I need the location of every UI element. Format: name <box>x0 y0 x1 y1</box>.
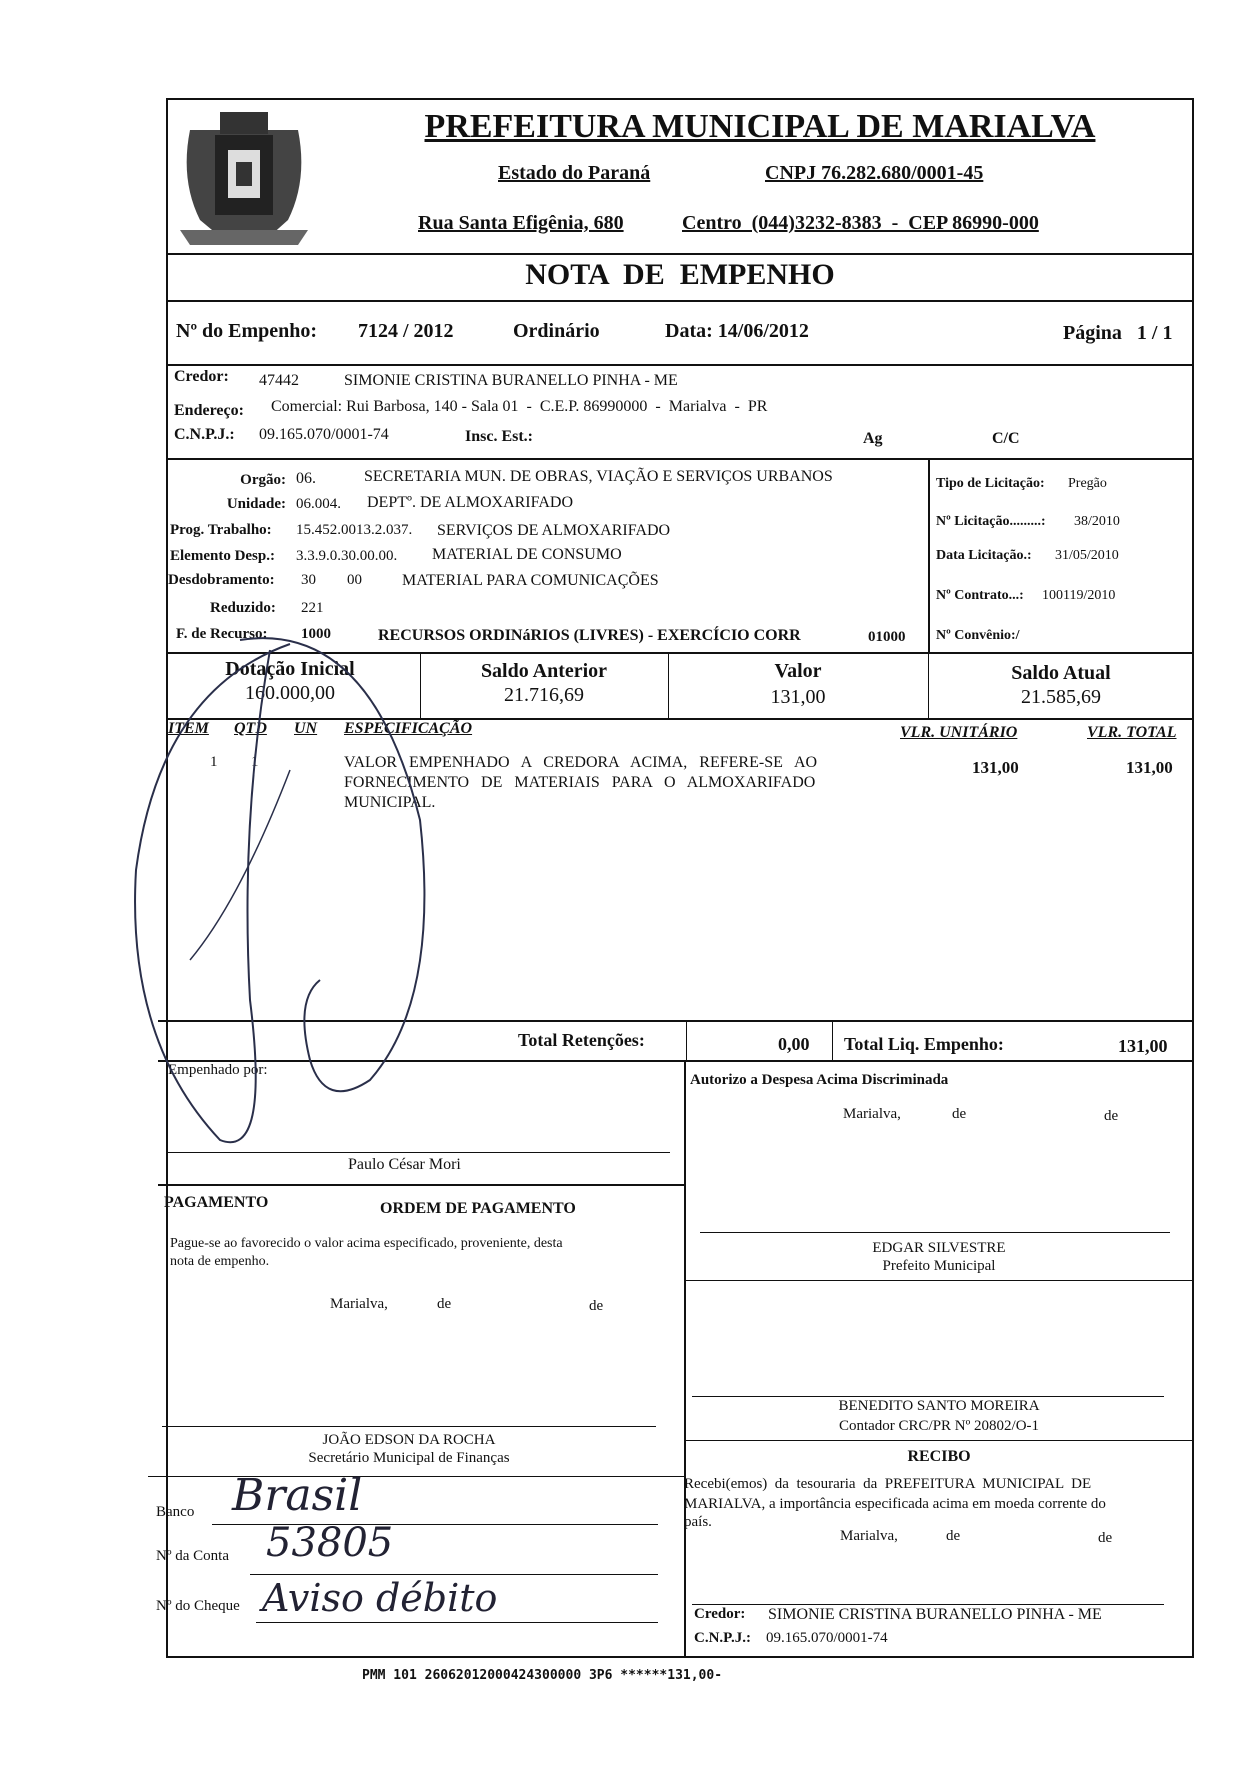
recibo-text-line3: país. <box>684 1514 712 1530</box>
saldo-atual-value: 21.585,69 <box>1021 686 1101 708</box>
licitacao-data-label: Data Licitação.: <box>936 548 1032 563</box>
recibo-cnpj-label: C.N.P.J.: <box>694 1630 751 1646</box>
autorizo-name: EDGAR SILVESTRE <box>872 1240 1006 1256</box>
credor-ag-label: Ag <box>863 430 883 447</box>
autorizo-role: Prefeito Municipal <box>882 1258 996 1274</box>
header-address: Rua Santa Efigênia, 680 <box>418 212 624 234</box>
autorizo-de2: de <box>1104 1108 1119 1124</box>
total-liq-value: 131,00 <box>1118 1036 1168 1056</box>
credor-insc-label: Insc. Est.: <box>465 428 534 445</box>
desdob-code2: 00 <box>347 572 362 588</box>
orgao-name: SECRETARIA MUN. DE OBRAS, VIAÇÃO E SERVIÇOS URBANOS <box>364 468 833 485</box>
credor-cnpj-label: C.N.P.J.: <box>174 426 235 443</box>
autorizo-de1: de <box>952 1106 967 1122</box>
orgao-label: Orgão: <box>240 472 286 488</box>
recibo-de2: de <box>1098 1530 1113 1546</box>
header-title: PREFEITURA MUNICIPAL DE MARIALVA <box>424 108 1096 145</box>
coat-of-arms-icon <box>170 100 318 250</box>
header-district-phone-cep: Centro (044)3232-8383 - CEP 86990-000 <box>682 212 1039 234</box>
empenho-type: Ordinário <box>513 320 600 342</box>
total-liq-label: Total Liq. Empenho: <box>844 1034 1004 1054</box>
credor-cnpj: 09.165.070/0001-74 <box>259 426 389 443</box>
licitacao-tipo: Pregão <box>1068 476 1107 491</box>
licitacao-num-label: Nº Licitação.........: <box>936 514 1046 529</box>
pagamento-city: Marialva, <box>330 1296 388 1312</box>
item-spec-line2: FORNECIMENTO DE MATERIAIS PARA O ALMOXARIFADO <box>344 774 816 791</box>
pagamento-text-line1: Pague-se ao favorecido o valor acima especificado, proveniente, desta <box>170 1236 563 1251</box>
recibo-title: RECIBO <box>907 1448 971 1465</box>
autorizo-label: Autorizo a Despesa Acima Discriminada <box>690 1072 949 1088</box>
prog-code: 15.452.0013.2.037. <box>296 522 413 538</box>
item-qtd: 1 <box>251 754 259 770</box>
empenho-page: Página 1 / 1 <box>1063 322 1173 344</box>
item-total-value: 131,00 <box>1126 758 1173 777</box>
col-un: UN <box>294 720 318 737</box>
contador-role: Contador CRC/PR Nº 20802/O-1 <box>838 1418 1040 1434</box>
barcode-line: PMM 101 26062012000424300000 3P6 ******131,00- <box>362 1668 723 1683</box>
credor-label: Credor: <box>174 368 229 385</box>
cheque-label: Nº do Cheque <box>156 1598 240 1614</box>
fonte-code2: 01000 <box>868 629 906 645</box>
desdob-label: Desdobramento: <box>168 572 275 588</box>
col-unit: VLR. UNITÁRIO <box>900 724 1018 741</box>
dotacao-label: Dotação Inicial <box>225 658 355 680</box>
recibo-text-line2: MARIALVA, a importância especificada acima em moeda corrente do <box>684 1496 1106 1512</box>
licitacao-num: 38/2010 <box>1074 514 1120 529</box>
empenho-date: Data: 14/06/2012 <box>665 320 809 342</box>
prog-name: SERVIÇOS DE ALMOXARIFADO <box>437 522 671 539</box>
recibo-city: Marialva, <box>840 1528 898 1544</box>
reduzido-label: Reduzido: <box>210 600 276 616</box>
reduzido-value: 221 <box>301 600 324 616</box>
empenho-number: 7124 / 2012 <box>358 320 454 342</box>
header-cnpj: CNPJ 76.282.680/0001-45 <box>765 162 984 184</box>
saldo-atual-label: Saldo Atual <box>1011 662 1111 684</box>
pagamento-text-line2: nota de empenho. <box>170 1254 270 1269</box>
total-retencoes-value: 0,00 <box>778 1034 810 1054</box>
header-state: Estado do Paraná <box>498 162 651 184</box>
saldo-anterior-value: 21.716,69 <box>504 684 584 706</box>
banco-handwriting: Brasil <box>232 1470 363 1521</box>
valor-label: Valor <box>774 660 822 682</box>
licitacao-tipo-label: Tipo de Licitação: <box>936 476 1045 491</box>
pagamento-de1: de <box>437 1296 452 1312</box>
elemento-label: Elemento Desp.: <box>170 548 275 564</box>
item-unit-value: 131,00 <box>972 758 1019 777</box>
conta-handwriting: 53805 <box>266 1520 394 1566</box>
credor-cc-label: C/C <box>992 430 1020 447</box>
conta-label: Nº da Conta <box>156 1548 229 1564</box>
unidade-name: DEPTº. DE ALMOXARIFADO <box>367 494 573 511</box>
credor-address-label: Endereço: <box>174 402 244 419</box>
credor-code: 47442 <box>259 372 299 389</box>
desdob-name: MATERIAL PARA COMUNICAÇÕES <box>402 572 659 589</box>
saldo-anterior-label: Saldo Anterior <box>480 660 608 682</box>
fonte-label: F. de Recurso: <box>176 626 268 642</box>
recibo-cnpj: 09.165.070/0001-74 <box>766 1630 888 1646</box>
licitacao-contrato: 100119/2010 <box>1042 588 1116 603</box>
item-spec-line3: MUNICIPAL. <box>344 794 436 811</box>
doc-title: NOTA DE EMPENHO <box>525 258 835 291</box>
pagamento-role: Secretário Municipal de Finanças <box>308 1450 510 1466</box>
cheque-handwriting: Aviso débito <box>262 1576 498 1620</box>
prog-label: Prog. Trabalho: <box>170 522 272 538</box>
unidade-code: 06.004. <box>296 496 341 512</box>
col-total: VLR. TOTAL <box>1087 724 1177 741</box>
licitacao-convenio-label: Nº Convênio:/ <box>936 628 1020 643</box>
total-retencoes-label: Total Retenções: <box>518 1030 645 1050</box>
empenho-label: Nº do Empenho: <box>176 320 318 342</box>
item-spec-line1: VALOR EMPENHADO A CREDORA ACIMA, REFERE-SE AO <box>344 754 818 771</box>
elemento-code: 3.3.9.0.30.00.00. <box>296 548 398 564</box>
credor-name: SIMONIE CRISTINA BURANELLO PINHA - ME <box>344 372 678 389</box>
autorizo-city: Marialva, <box>843 1106 901 1122</box>
pagamento-label: PAGAMENTO <box>164 1194 269 1211</box>
contador-name: BENEDITO SANTO MOREIRA <box>838 1398 1040 1414</box>
empenhado-name: Paulo César Mori <box>348 1156 461 1173</box>
licitacao-contrato-label: Nº Contrato...: <box>936 588 1024 603</box>
licitacao-data: 31/05/2010 <box>1055 548 1119 563</box>
recibo-credor-label: Credor: <box>694 1606 746 1622</box>
orgao-code: 06. <box>296 470 316 487</box>
valor-value: 131,00 <box>770 686 826 708</box>
empenhado-label: Empenhado por: <box>168 1062 268 1078</box>
recibo-text-line1: Recebi(emos) da tesouraria da PREFEITURA MUNICIPAL DE <box>684 1476 1092 1492</box>
col-item: ITEM <box>168 720 209 737</box>
unidade-label: Unidade: <box>226 496 286 512</box>
pagamento-name: JOÃO EDSON DA ROCHA <box>322 1432 496 1448</box>
col-qtd: QTD <box>234 720 267 737</box>
fonte-name: RECURSOS ORDINáRIOS (LIVRES) - EXERCÍCIO CORR <box>378 627 801 644</box>
signature-scribble <box>120 620 480 1180</box>
desdob-code: 30 <box>301 572 316 588</box>
col-spec: ESPECIFICAÇÃO <box>344 720 473 737</box>
pagamento-de2: de <box>589 1298 604 1314</box>
banco-label: Banco <box>156 1504 195 1520</box>
ordem-pagamento-label: ORDEM DE PAGAMENTO <box>380 1200 576 1217</box>
dotacao-value: 160.000,00 <box>245 682 335 704</box>
recibo-de1: de <box>946 1528 961 1544</box>
elemento-name: MATERIAL DE CONSUMO <box>432 546 622 563</box>
fonte-code: 1000 <box>301 626 331 642</box>
credor-address: Comercial: Rui Barbosa, 140 - Sala 01 - C.E.P. 86990000 - Marialva - PR <box>271 398 768 415</box>
item-number: 1 <box>210 754 218 770</box>
recibo-credor: SIMONIE CRISTINA BURANELLO PINHA - ME <box>768 1606 1102 1623</box>
